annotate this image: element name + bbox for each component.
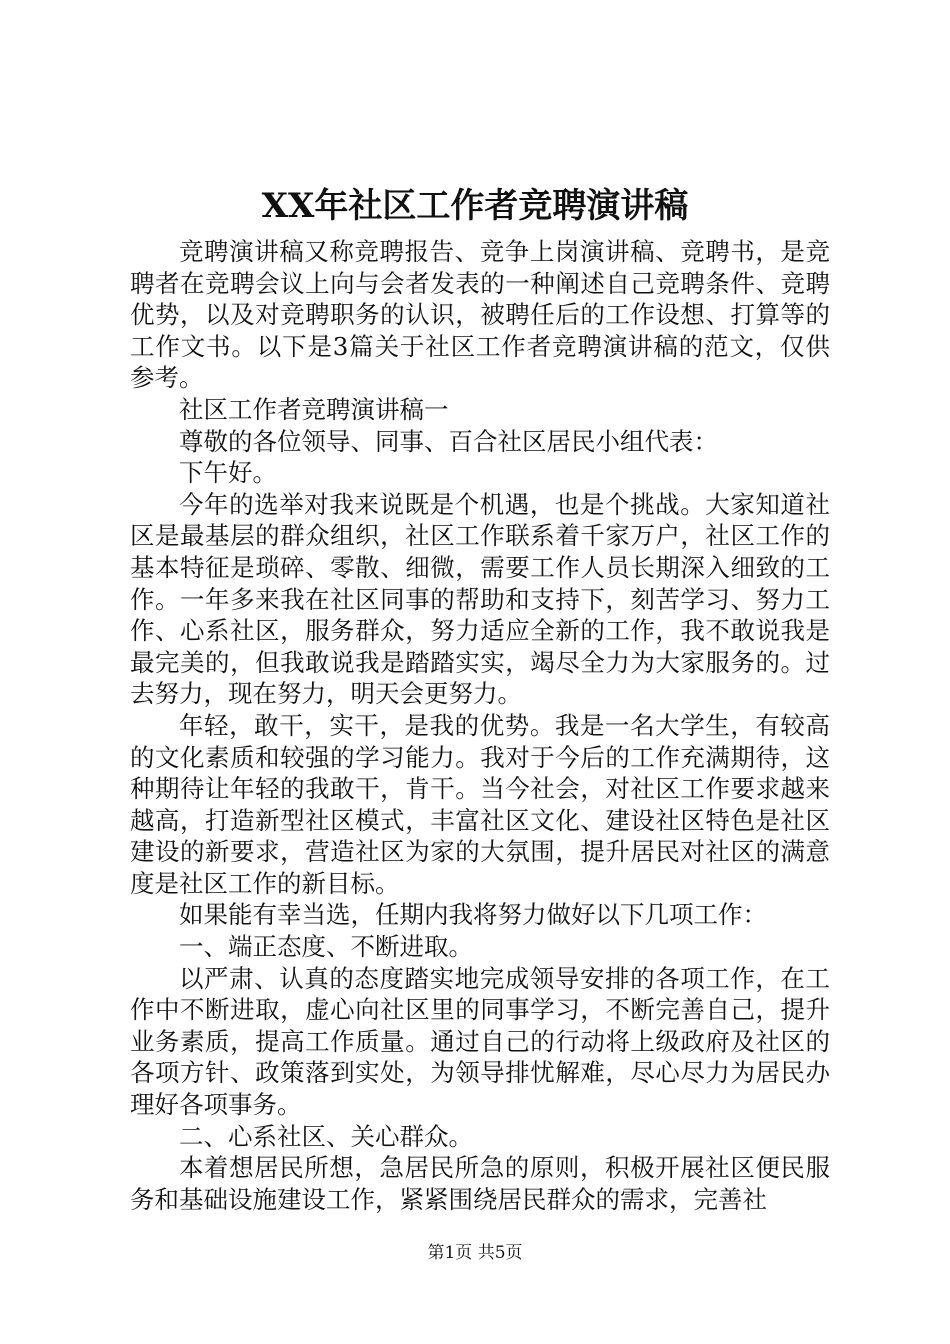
page-number-footer: 第1页 共5页 xyxy=(427,1243,523,1263)
paragraph-point-one-body: 以严肃、认真的态度踏实地完成领导安排的各项工作，在工作中不断进取，虚心向社区里的同事学习，不断完善自己，提升业务素质，提高工作质量。通过自己的行动将上级政府及社区的各项方针、政策落到实处，为领导排忧解难，尽心尽力为居民办理好各项事务。 xyxy=(130,963,830,1120)
paragraph-intro: 竞聘演讲稿又称竞聘报告、竞争上岗演讲稿、竞聘书，是竞聘者在竞聘会议上向与会者发表的一种阐述自己竞聘条件、竞聘优势，以及对竞聘职务的认识，被聘任后的工作设想、打算等的工作文书。以下是3篇关于社区工作者竞聘演讲稿的范文，仅供参考。 xyxy=(130,237,830,393)
paragraph-point-two-heading: 二、心系社区、关心群众。 xyxy=(179,1121,473,1151)
document-title: XX年社区工作者竞聘演讲稿 xyxy=(261,186,689,226)
paragraph-heading-speech-one: 社区工作者竞聘演讲稿一 xyxy=(179,394,449,424)
paragraph-opportunity: 今年的选举对我来说既是个机遇，也是个挑战。大家知道社区是最基层的群众组织，社区工作联系着千家万户，社区工作的基本特征是琐碎、零散、细微，需要工作人员长期深入细致的工作。一年多来我在社区同事的帮助和支持下，刻苦学习、努力工作、心系社区，服务群众，努力适应全新的工作，我不敢说我是最完美的，但我敢说我是踏踏实实，竭尽全力为大家服务的。过去努力，现在努力，明天会更努力。 xyxy=(130,489,830,709)
document-body xyxy=(130,236,830,1215)
paragraph-greeting: 下午好。 xyxy=(179,458,277,488)
paragraph-plan-intro: 如果能有幸当选，任期内我将努力做好以下几项工作： xyxy=(179,900,767,930)
paragraph-salutation: 尊敬的各位领导、同事、百合社区居民小组代表： xyxy=(179,426,718,456)
paragraph-point-one-heading: 一、端正态度、不断进取。 xyxy=(179,932,473,962)
paragraph-point-two-body: 本着想居民所想，急居民所急的原则，积极开展社区便民服务和基础设施建设工作，紧紧围绕居民群众的需求，完善社 xyxy=(130,1153,830,1214)
paragraph-advantages: 年轻，敢干，实干，是我的优势。我是一名大学生，有较高的文化素质和较强的学习能力。我对于今后的工作充满期待，这种期待让年轻的我敢干，肯干。当今社会，对社区工作要求越来越高，打造新型社区模式，丰富社区文化、建设社区特色是社区建设的新要求，营造社区为家的大氛围，提升居民对社区的满意度是社区工作的新目标。 xyxy=(130,710,830,898)
